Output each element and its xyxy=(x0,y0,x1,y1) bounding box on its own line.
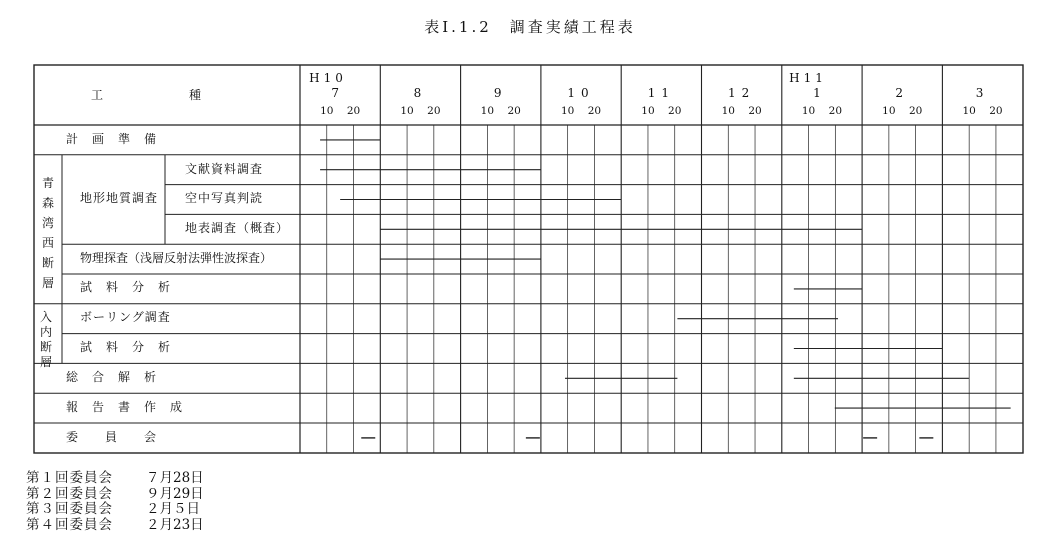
row-label-bunken: 文献資料調査 xyxy=(185,162,264,176)
month-label: 3 xyxy=(975,86,990,100)
month-label: 10 xyxy=(567,86,595,100)
subday-label: 10 xyxy=(962,105,976,117)
meeting-note: 第１回委員会 ７月28日 xyxy=(26,470,204,486)
subday-label: 20 xyxy=(427,105,441,117)
subday-label: 20 xyxy=(989,105,1003,117)
group-label-char: 層 xyxy=(39,355,53,369)
meeting-note: 第３回委員会 ２月５日 xyxy=(26,501,200,517)
row-label-houkoku: 報 告 書 作 成 xyxy=(66,400,184,414)
month-label: 9 xyxy=(493,86,508,100)
subday-label: 20 xyxy=(668,105,682,117)
group-label-char: 内 xyxy=(39,325,53,339)
row-label-chikei: 地形地質調査 xyxy=(80,191,159,205)
subday-label: 20 xyxy=(828,105,843,117)
row-label-sougou: 総 合 解 析 xyxy=(66,370,158,384)
meeting-note: 第２回委員会 ９月29日 xyxy=(26,485,204,502)
vertical-group-labels xyxy=(40,175,54,369)
subday-label: 10 xyxy=(320,105,334,117)
group-label-char: 層 xyxy=(41,276,55,290)
subday-label: 10 xyxy=(400,105,414,117)
meeting-notes xyxy=(26,471,204,533)
subday-label: 20 xyxy=(908,105,923,117)
row-label-shiryo1: 試 料 分 析 xyxy=(80,280,172,294)
month-label: 1 xyxy=(813,86,827,100)
subday-label: 20 xyxy=(507,105,521,117)
header-koushu-label: 工 種 xyxy=(90,88,204,102)
month-label: 12 xyxy=(728,86,756,100)
group-label-char: 西 xyxy=(41,236,55,250)
subday-label: 10 xyxy=(560,105,575,117)
group-label-char: 断 xyxy=(41,256,55,270)
year-label-h10: H10 xyxy=(309,71,347,85)
group-label-char: 青 xyxy=(41,176,55,190)
subday-label: 10 xyxy=(801,105,816,117)
subday-label: 20 xyxy=(346,105,361,117)
month-headers xyxy=(320,86,1003,117)
row-label-boring: ボーリング調査 xyxy=(80,310,171,324)
meeting-note: 第４回委員会 ２月23日 xyxy=(26,516,204,533)
year-label-h11: H11 xyxy=(789,71,827,85)
subday-label: 10 xyxy=(641,105,655,117)
group-label-char: 森 xyxy=(41,196,55,210)
subday-label: 10 xyxy=(721,105,735,117)
page-title: 表Ⅰ.1.2 調査実績工程表 xyxy=(424,18,636,36)
row-label-shiryo2: 試 料 分 析 xyxy=(80,340,172,354)
row-label-chihyo: 地表調査（概査） xyxy=(185,221,290,235)
row-label-iinkai: 委 員 会 xyxy=(66,430,158,444)
row-label-kuchu: 空中写真判読 xyxy=(185,191,264,205)
row-label-keikaku: 計 画 準 備 xyxy=(66,132,158,146)
group-label-char: 湾 xyxy=(41,216,55,230)
subday-label: 10 xyxy=(480,105,495,117)
row-label-butsuri: 物理探査（浅層反射法弾性波探査） xyxy=(80,251,273,265)
group-label-char: 入 xyxy=(39,310,53,324)
month-label: 7 xyxy=(331,86,345,100)
group-label-char: 断 xyxy=(39,340,53,354)
month-label: 2 xyxy=(895,86,910,100)
subday-label: 10 xyxy=(882,105,896,117)
month-label: 8 xyxy=(413,86,428,100)
subday-label: 20 xyxy=(748,105,762,117)
subday-label: 20 xyxy=(587,105,602,117)
month-label: 11 xyxy=(647,86,675,100)
